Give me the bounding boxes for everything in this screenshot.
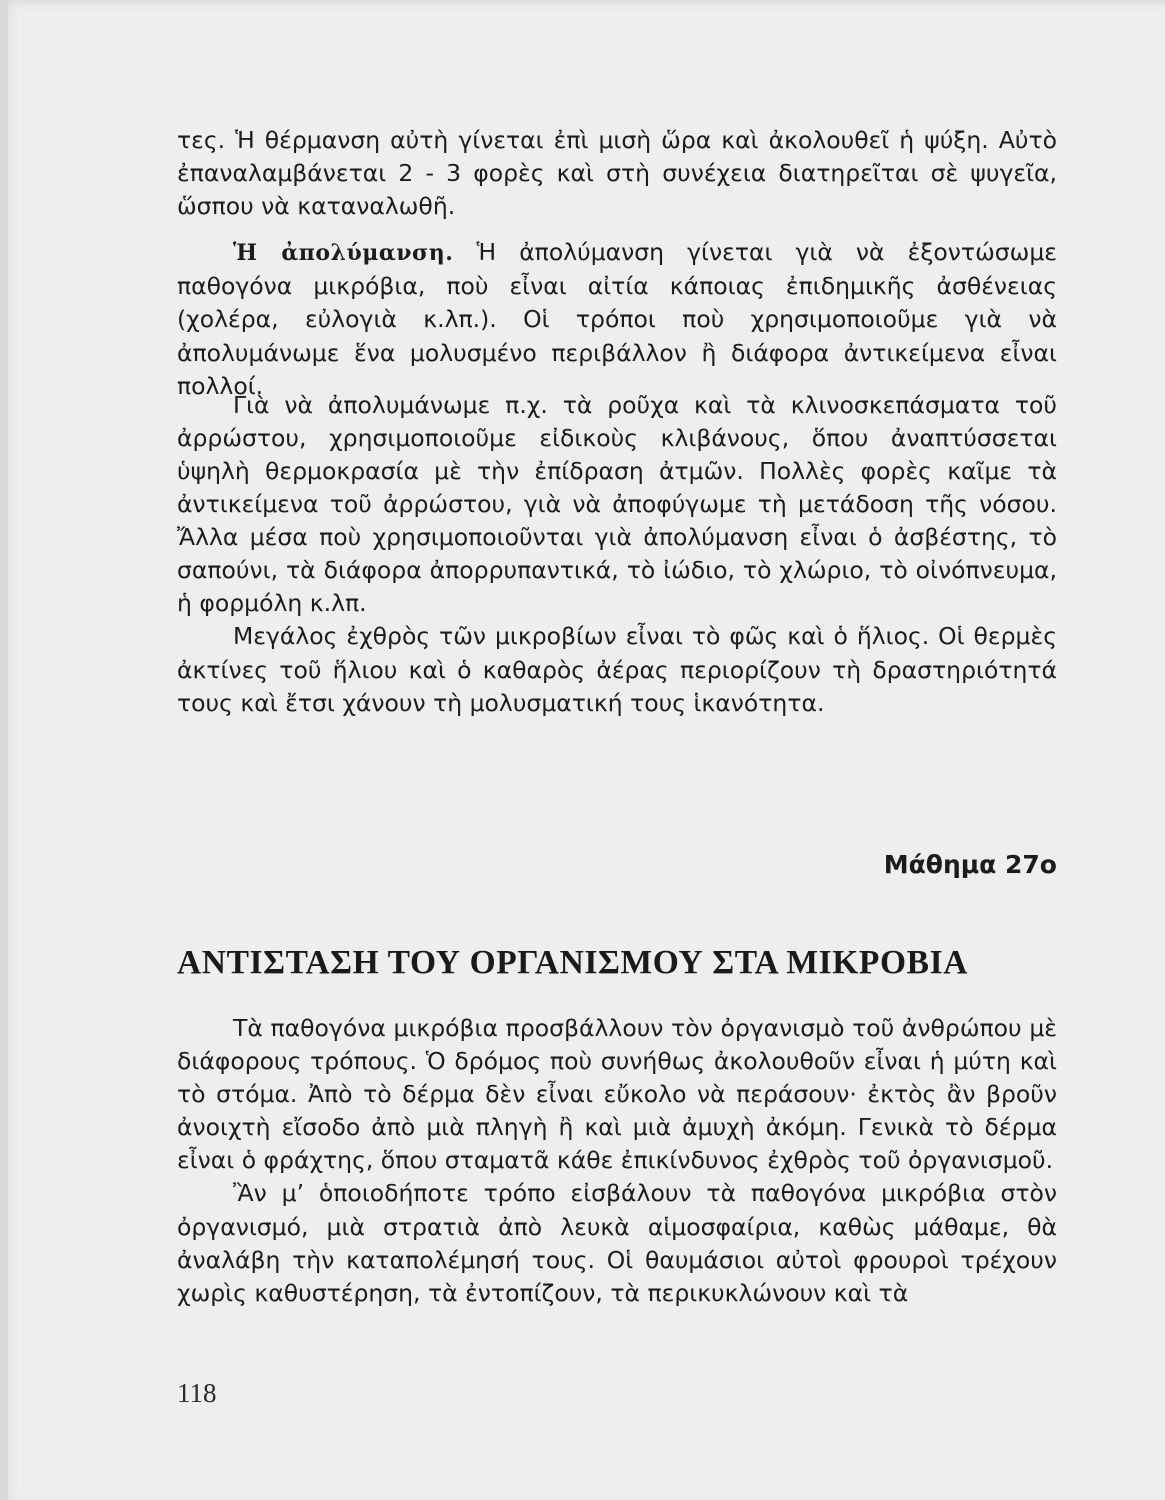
paragraph-heating: τες. Ἡ θέρμανση αὐτὴ γίνεται ἐπὶ μισὴ ὥρα καὶ ἀκολουθεῖ ἡ ψύξη. Αὐτὸ ἐπαναλαμβάνεται 2 - 3 φορὲς καὶ στὴ συνέχεια διατηρεῖται σὲ ψυγεῖα, ὥσπου νὰ καταναλωθῆ. [177,126,1057,221]
paragraph-clothes: Γιὰ νὰ ἀπολυμάνωμε π.χ. τὰ ροῦχα καὶ τὰ κλινοσκεπάσματα τοῦ ἀρρώστου, χρησιμοποιοῦμε εἰδικοὺς κλιβάνους, ὅπου ἀναπτύσσεται ὑψηλὴ θερμοκρασία μὲ τὴν ἐπίδραση ἀτμῶν. Πολλὲς φορὲς καῖμε τὰ ἀντικείμενα τοῦ ἀρρώστου, γιὰ νὰ ἀποφύγωμε τὴ μετάδοση τῆς νόσου. Ἄλλα μέσα ποὺ χρησιμοποιοῦνται γιὰ ἀπολύμανση εἶναι ὁ ἀσβέστης, τὸ σαπούνι, τὰ διάφορα ἀπορρυπαντικά, τὸ ἰώδιο, τὸ χλώριο, τὸ οἰνόπνευμα, ἡ φορμόλη κ.λπ. [177,390,1057,618]
paragraph-disinfection [177,236,1057,402]
disinfection-text: Ἡ ἀπολύμανση γίνεται γιὰ νὰ ἐξοντώσωμε παθογόνα μικρόβια, ποὺ εἶναι αἰτία κάποιας ἐπιδημικῆς ἀσθένειας (χολέρα, εὐλογιὰ κ.λπ.). Οἱ τρόποι ποὺ χρησιμοποιοῦμε γιὰ νὰ ἀπολυμάνωμε ἕνα μολυσμένο περιβάλλον ἢ διάφορα ἀντικείμενα εἶναι πολλοί. [177,238,1057,400]
paragraph-defense: Ἂν μ’ ὁποιοδήποτε τρόπο εἰσβάλουν τὰ παθογόνα μικρόβια στὸν ὀργανισμό, μιὰ στρατιὰ ἀπὸ λευκὰ αἱμοσφαίρια, καθὼς μάθαμε, θὰ ἀναλάβη τὴν καταπολέμησή τους. Οἱ θαυμάσιοι αὐτοὶ φρουροὶ τρέχουν χωρὶς καθυστέρηση, τὰ ἐντοπίζουν, τὰ περικυκλώνουν καὶ τὰ [177,1179,1057,1307]
paragraph-sun: Μεγάλος ἐχθρὸς τῶν μικροβίων εἶναι τὸ φῶς καὶ ὁ ἥλιος. Οἱ θερμὲς ἀκτίνες τοῦ ἥλιου καὶ ὁ καθαρὸς ἀέρας περιορίζουν τὴ δραστηριότητά τους καὶ ἔτσι χάνουν τὴ μολυσματική τους ἱκανότητα. [177,622,1057,717]
lower-text-block [177,1012,1057,1310]
chapter-title: ΑΝΤΙΣΤΑΣΗ ΤΟΥ ΟΡΓΑΝΙΣΜΟΥ ΣΤΑ ΜΙΚΡΟΒΙΑ [177,944,969,981]
lesson-label: Μάθημα 27ο [883,850,1057,879]
paragraph-entry: Τὰ παθογόνα μικρόβια προσβάλλουν τὸν ὀργανισμὸ τοῦ ἀνθρώπου μὲ διάφορους τρόπους. Ὁ δρόμος ποὺ συνήθως ἀκολουθοῦν εἶναι ἡ μύτη καὶ τὸ στόμα. Ἀπὸ τὸ δέρμα δὲν εἶναι εὔκολο νὰ περάσουν· ἐκτὸς ἂν βροῦν ἀνοιχτὴ εἴσοδο ἀπὸ μιὰ πληγὴ ἢ καὶ μιὰ ἀμυχὴ ἀκόμη. Γενικὰ τὸ δέρμα εἶναι ὁ φράχτης, ὅπου σταματᾶ κάθε ἐπικίνδυνος ἐχθρὸς τοῦ ὀργανισμοῦ. [177,1014,1057,1175]
page-binding-edge [0,0,8,1500]
page-number: 118 [177,1378,217,1408]
upper-text-block [177,124,1057,720]
runin-heading-disinfection: Ἡ ἀπολύμανση. [233,240,454,267]
